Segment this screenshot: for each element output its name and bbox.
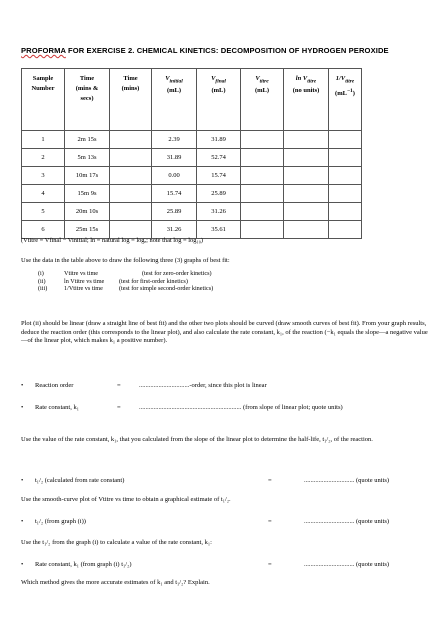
table-cell[interactable] <box>284 203 329 221</box>
table-cell: 25.89 <box>152 203 197 221</box>
t-half-graph-line <box>21 518 390 525</box>
rate-constant-line <box>21 404 343 411</box>
header-vtitre: $V_{titre}$ (mL) <box>241 69 284 131</box>
graph-plot: Vtitre vs time <box>64 270 99 277</box>
table-cell: 5m 13s <box>65 149 110 167</box>
table-cell: 1 <box>22 131 65 149</box>
table-cell[interactable] <box>241 185 284 203</box>
bullet-icon: • <box>21 477 24 484</box>
smooth-paragraph: Use the smooth-curve plot of Vtitre vs time to obtain a graphical estimate of t₁/₂. <box>21 496 231 503</box>
equals-sign: = <box>117 382 121 389</box>
table-cell: 15.74 <box>152 185 197 203</box>
graph-num: (i) <box>38 270 44 277</box>
table-cell: 10m 17s <box>65 167 110 185</box>
table-row <box>22 131 362 149</box>
t-half-calc-answer[interactable]: ............................... (quote units) <box>304 477 390 484</box>
graph-plot: 1/Vtitre vs time <box>64 285 103 292</box>
graph-test: (test for first-order kinetics) <box>119 277 188 285</box>
rate-graph-label: Rate constant, k₁ (from graph (i) t₁/₂) <box>35 561 132 568</box>
table-cell[interactable] <box>110 131 152 149</box>
table-cell: 20m 10s <box>65 203 110 221</box>
bullet-icon: • <box>21 404 24 411</box>
rate-graph-line <box>21 561 390 568</box>
graph-test: (test for zero-order kinetics) <box>142 270 212 277</box>
table-cell[interactable] <box>284 221 329 239</box>
graph-item-2 <box>38 278 213 286</box>
table-cell: 3 <box>22 167 65 185</box>
results-table <box>21 68 362 239</box>
table-cell: 6 <box>22 221 65 239</box>
graph-num: (ii) <box>38 277 46 285</box>
header-vinitial: $V_{initial}$ (mL) <box>152 69 197 131</box>
table-cell[interactable] <box>284 167 329 185</box>
table-cell: 2 <box>22 149 65 167</box>
graph-test: (test for simple second-order kinetics) <box>119 285 214 292</box>
question-text: Which method gives the more accurate estimates of k₁ and t₁/₂? Explain. <box>21 579 210 586</box>
table-cell: 15m 9s <box>65 185 110 203</box>
rate-graph-answer[interactable]: ............................... (quote units) <box>304 561 390 568</box>
table-cell: 25m 15s <box>65 221 110 239</box>
table-cell: 4 <box>22 185 65 203</box>
graph-item-1 <box>38 270 213 278</box>
equals-sign: = <box>117 404 121 411</box>
table-cell[interactable] <box>284 131 329 149</box>
table-cell: 2.39 <box>152 131 197 149</box>
table-cell[interactable] <box>241 221 284 239</box>
halflife-paragraph: Use the value of the rate constant, k₁, that you calculated from the slope of the linear plot to determine the half-life, t₁/₂, of the reaction. <box>21 436 373 443</box>
table-cell: 31.89 <box>152 149 197 167</box>
table-cell[interactable] <box>241 203 284 221</box>
header-time-mins: Time (mins) <box>110 69 152 131</box>
header-vfinal: $V_{final}$ (mL) <box>197 69 241 131</box>
table-row <box>22 203 362 221</box>
table-row <box>22 185 362 203</box>
rate-constant-answer[interactable]: ............................................................... (from slope of linear plot; quote units) <box>139 404 343 411</box>
table-cell: 31.26 <box>197 203 241 221</box>
table-header-row <box>22 69 362 131</box>
table-cell: 5 <box>22 203 65 221</box>
graph-num: (iii) <box>38 285 48 292</box>
header-time-mins-secs: Time (mins & secs) <box>65 69 110 131</box>
bullet-icon: • <box>21 561 24 568</box>
equals-sign: = <box>268 477 272 484</box>
graphs-instruction: Use the data in the table above to draw the following three (3) graphs of best fit: <box>21 257 230 264</box>
table-cell[interactable] <box>241 167 284 185</box>
equals-sign: = <box>268 518 272 525</box>
table-cell: 52.74 <box>197 149 241 167</box>
t-half-graph-answer[interactable]: ............................... (quote units) <box>304 518 390 525</box>
t-half-calc-line <box>21 477 390 484</box>
reaction-order-answer[interactable]: ...............................-order, since this plot is linear <box>139 382 267 389</box>
equals-sign: = <box>268 561 272 568</box>
table-cell: 25.89 <box>197 185 241 203</box>
table-cell: 31.89 <box>197 131 241 149</box>
page-title <box>21 46 389 55</box>
table-note: (Vtitre = Vfinal − Vinitial; ln = natural log = logₑ; note that log = log₁₀) <box>21 237 203 244</box>
table-cell[interactable] <box>110 167 152 185</box>
graph-plot: ln Vtitre vs time <box>64 277 105 285</box>
table-cell[interactable] <box>329 167 362 185</box>
bullet-icon: • <box>21 518 24 525</box>
table-row <box>22 149 362 167</box>
graph-k-paragraph: Use the t₁/₂ from the graph (i) to calculate a value of the rate constant, k₁: <box>21 539 212 546</box>
table-cell[interactable] <box>110 203 152 221</box>
t-half-graph-label: t₁/₂ (from graph (i)) <box>35 518 86 525</box>
table-cell[interactable] <box>284 149 329 167</box>
table-cell[interactable] <box>329 203 362 221</box>
graph-item-3 <box>38 285 213 293</box>
table-cell[interactable] <box>110 185 152 203</box>
header-sample-number: Sample Number <box>22 69 65 131</box>
table-cell: 2m 15s <box>65 131 110 149</box>
table-cell[interactable] <box>329 149 362 167</box>
table-cell: 0.00 <box>152 167 197 185</box>
table-cell[interactable] <box>329 131 362 149</box>
table-cell[interactable] <box>329 185 362 203</box>
table-cell[interactable] <box>329 221 362 239</box>
header-inv-vtitre: $1/V_{titre}$ $(mL^{-1})$ <box>329 69 362 131</box>
title-rest: FOR EXERCISE 2. CHEMICAL KINETICS: DECOMPOSITION OF HYDROGEN PEROXIDE <box>65 46 389 55</box>
graph-list <box>38 270 213 293</box>
table-row <box>22 221 362 239</box>
plot-paragraph: Plot (ii) should be linear (draw a straight line of best fit) and the other two plots should be curved (draw smooth curves of best fit). From your graph results, deduce the reaction order (this corresponds to the linear plot), and also calculate the rate constant, k₁, of the reaction (−k₁ equals the slope—a negative value—of the linear plot, which makes k₁ a positive number). <box>21 320 428 345</box>
table-cell[interactable] <box>241 131 284 149</box>
table-cell: 15.74 <box>197 167 241 185</box>
header-ln-vtitre: $\ln V_{titre}$ (no units) <box>284 69 329 131</box>
reaction-order-line <box>21 382 267 389</box>
table-cell[interactable] <box>241 149 284 167</box>
t-half-calc-label: t₁/₂ (calculated from rate constant) <box>35 477 125 484</box>
table-cell: 35.61 <box>197 221 241 239</box>
table-row <box>22 167 362 185</box>
rate-constant-label: Rate constant, k₁ <box>35 404 79 411</box>
table-cell[interactable] <box>110 221 152 239</box>
table-cell[interactable] <box>110 149 152 167</box>
title-proforma: PROFORMA <box>21 46 66 55</box>
bullet-icon: • <box>21 382 24 389</box>
table-cell[interactable] <box>284 185 329 203</box>
table-cell: 31.26 <box>152 221 197 239</box>
reaction-order-label: Reaction order <box>35 382 74 389</box>
